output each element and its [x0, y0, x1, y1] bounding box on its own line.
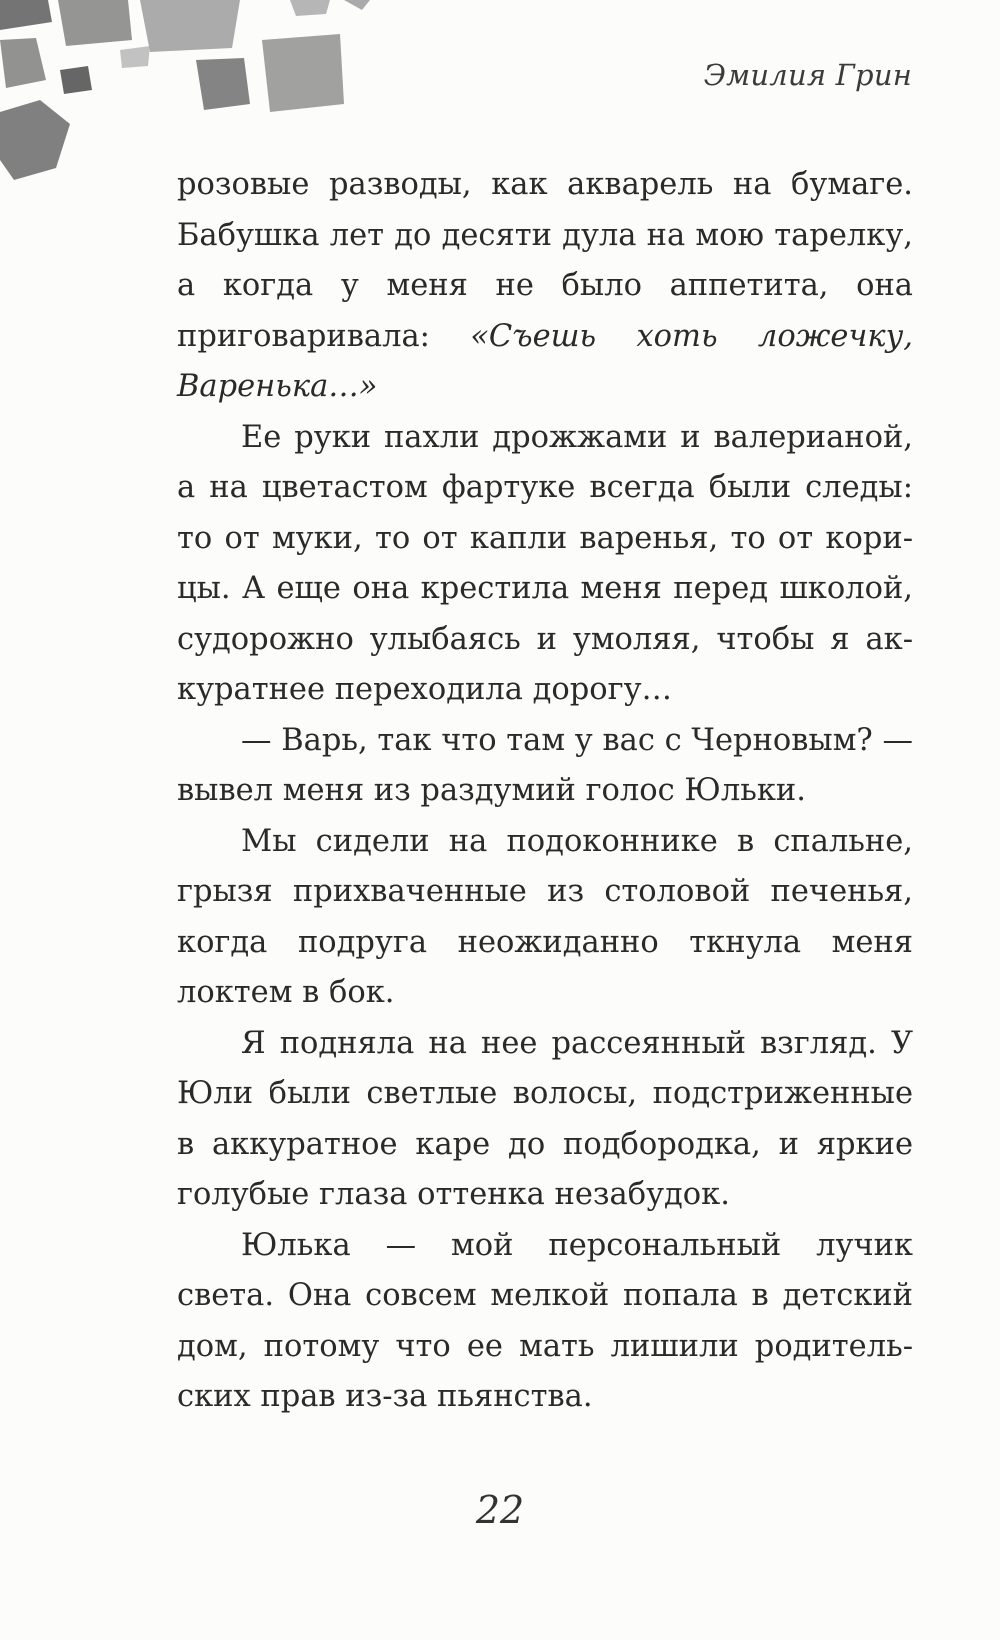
paragraph-text: розовые разводы, как акварель на бумаге. Бабушка лет до десяти дула на мою тарелку, а когда у меня не было аппетита, она приговаривала: — [177, 167, 913, 354]
decor-fragment — [0, 38, 46, 88]
page-number: 22 — [475, 1488, 525, 1532]
decor-fragment — [120, 46, 150, 68]
paragraph: Я подняла на нее рассеянный взгляд. У Юли были светлые волосы, подстриженные в аккуратное каре до подбородка, и яркие голубые глаза оттенка незабудок. — [177, 1025, 913, 1212]
decor-fragment — [262, 34, 344, 112]
decor-fragment — [140, 0, 240, 52]
paragraph — [177, 160, 913, 413]
quoted-speech: «Съешь хоть ложечку, Варенька…» — [177, 318, 913, 404]
decor-fragment — [0, 0, 52, 30]
paragraph: Мы сидели на подоконнике в спальне, грызя прихваченные из столовой печенья, когда подруга неожиданно ткнула меня локтем в бок. — [177, 823, 913, 1010]
decor-fragment — [58, 0, 132, 46]
body-text — [177, 160, 913, 1423]
decor-fragment — [290, 0, 330, 16]
paragraph: — Варь, так что там у вас с Черновым? — вывел меня из раздумий голос Юльки. — [177, 722, 913, 808]
decor-fragment — [344, 0, 370, 10]
decor-fragment — [196, 58, 250, 110]
paragraph: Юлька — мой персональный лучик света. Она совсем мелкой попала в детский дом, потому что ее мать лишили родительских прав из-за пьянства. — [177, 1227, 913, 1414]
decor-fragment — [60, 66, 92, 94]
decor-fragment — [0, 100, 70, 180]
running-head: Эмилия Грин — [703, 58, 912, 92]
paragraph: Ее руки пахли дрожжами и валерианой, а на цветастом фартуке всегда были следы: то от муки, то от капли варенья, то от корицы. А еще она крестила меня перед школой, судорожно улыбаясь и умоляя, чтобы я аккуратнее переходила дорогу… — [177, 419, 913, 707]
